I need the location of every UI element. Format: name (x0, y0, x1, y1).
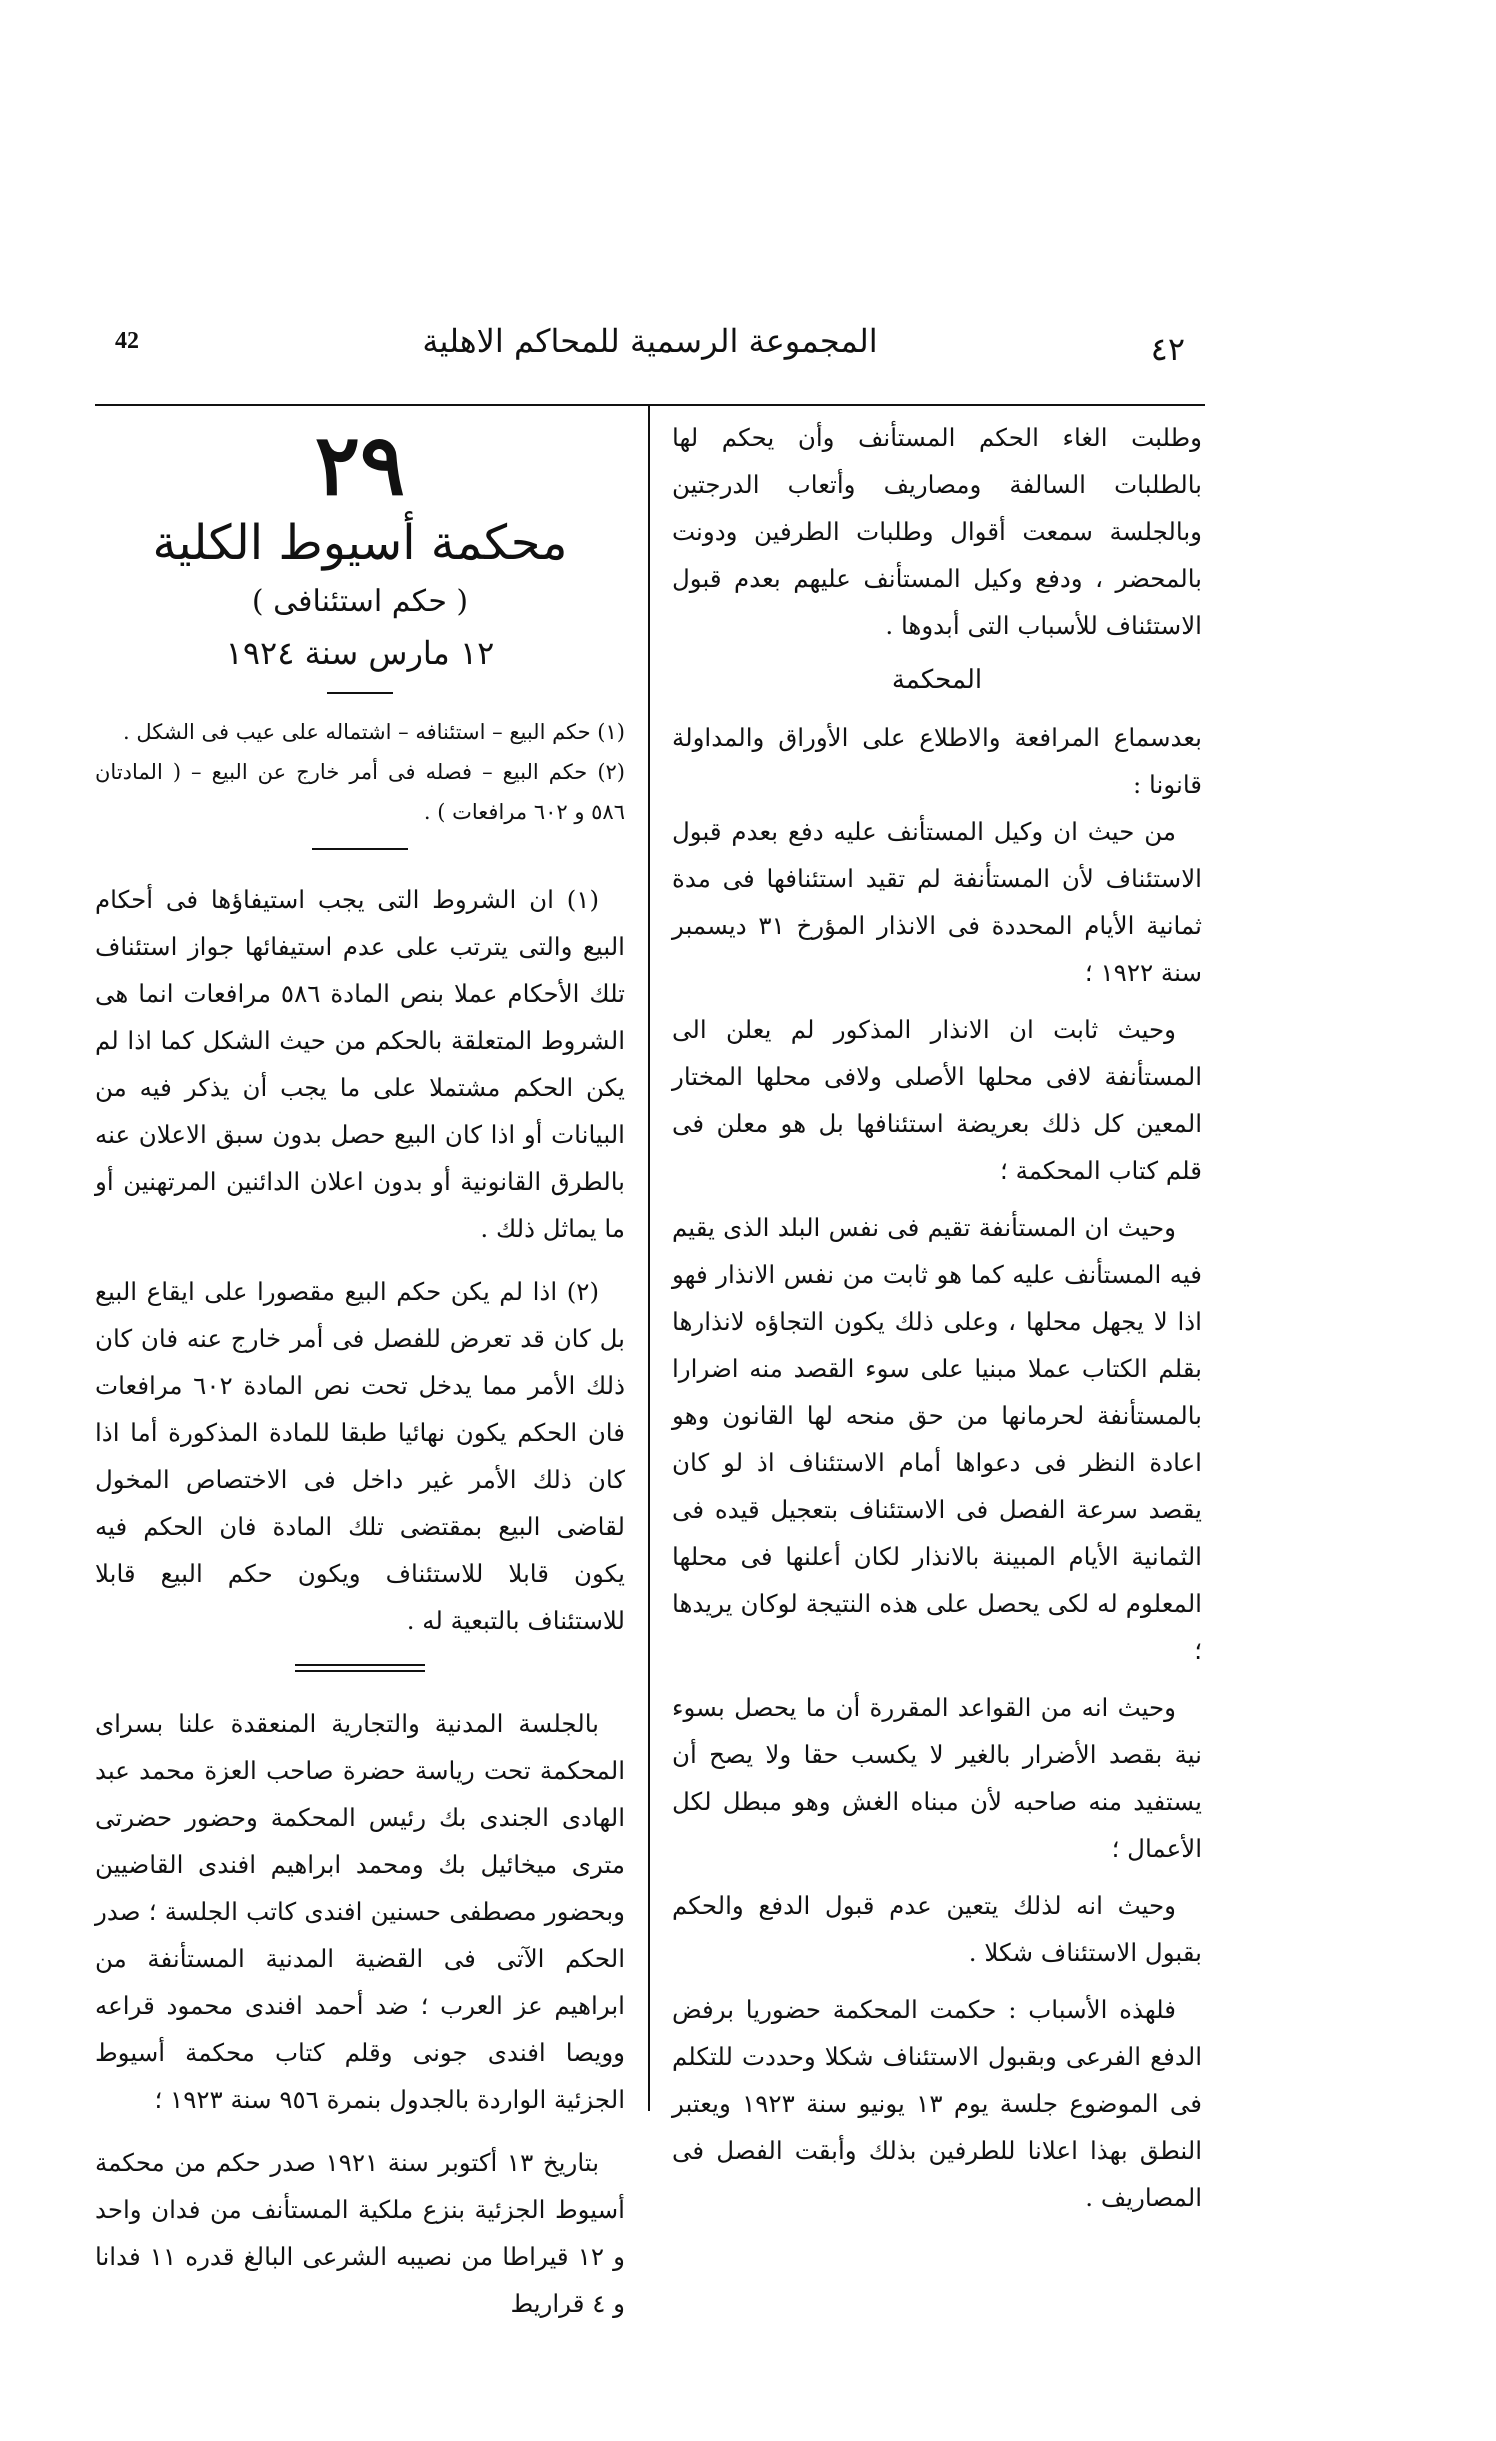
running-title: المجموعة الرسمية للمحاكم الاهلية (422, 322, 878, 360)
facts-paragraph: بتاريخ ١٣ أكتوبر سنة ١٩٢١ صدر حكم من محكمة أسيوط الجزئية بنزع ملكية المستأنف من فدان واحد و ١٢ قيراطا من نصيبه الشرعى البالغ قدره ١١ فدانا و ٤ قراريط (95, 2148, 626, 2318)
intro-paragraph: وطلبت الغاء الحكم المستأنف وأن يحكم لها بالطلبات السالفة ومصاريف وأتعاب الدرجتين وبالجلسة سمعت أقوال وطلبات الطرفين ودونت بالمحضر ، ودفع وكيل المستأنف عليهم بعدم قبول الاستئناف للأسباب التى أبدوها . (672, 423, 1202, 640)
double-divider-rule (295, 1664, 425, 1672)
header-rule (95, 404, 1205, 406)
page-number-latin: 42 (115, 328, 139, 354)
divider-rule (327, 692, 393, 694)
court-heading: المحكمة (891, 665, 983, 695)
principle-paragraph: (١) ان الشروط التى يجب استيفاؤها فى أحكام البيع والتى يترتب على عدم استيفائها جواز استئناف تلك الأحكام عملا بنص المادة ٥٨٦ مرافعات انما هى الشروط المتعلقة بالحكم من حيث الشكل كما اذا لم يكن الحكم مشتملا على ما يجب أن يذكر فيه من البيانات أو اذا كان البيع حصل بدون سبق الاعلان عنه بالطرق القانونية أو بدون اعلان الدائنين المرتهنين أو ما يماثل ذلك . (95, 885, 625, 1243)
body-paragraph: وحيث انه من القواعد المقررة أن ما يحصل بسوء نية بقصد الأضرار بالغير لا يكسب حقا ولا يصح أن يستفيد منه صاحبه لأن مبناه الغش وهو مبطل لكل الأعمال ؛ (672, 1693, 1202, 1863)
body-paragraph: وحيث ثابت ان الانذار المذكور لم يعلن الى المستأنفة لافى محلها الأصلى ولافى محلها المختار المعين كل ذلك بعريضة استئنافها بل هو معلن فى قلم كتاب المحكمة ؛ (672, 1015, 1202, 1185)
verdict-paragraph: فلهذه الأسباب : حكمت المحكمة حضوريا برفض الدفع الفرعى وبقبول الاستئناف شكلا وحددت للتكلم فى الموضوع جلسة يوم ١٣ يونيو سنة ١٩٢٣ ويعتبر النطق بهذا اعلانا للطرفين بذلك وأبقت الفصل فى المصاريف . (672, 1995, 1203, 2212)
summary-item: (٢) حكم البيع – فصله فى أمر خارج عن البيع – ( المادتان ٥٨٦ و ٦٠٢ مرافعات ) . (95, 760, 625, 824)
column-divider (648, 406, 650, 2111)
body-paragraph: وحيث ان المستأنفة تقيم فى نفس البلد الذى يقيم فيه المستأنف عليه كما هو ثابت من نفس الانذار فهو اذا لا يجهل محلها ، وعلى ذلك يكون التجاؤه لانذارها بقلم الكتاب عملا مبنيا على سوء القصد منه اضرارا بالمستأنفة لحرمانها من حق منحه لها القانون وهو اعادة النظر فى دعواها أمام الاستئناف اذ لو كان يقصد سرعة الفصل فى الاستئناف بتعجيل قيده فى الثمانية الأيام المبينة بالانذار لكان أعلنها فى محلها المعلوم له لكى يحصل على هذه النتيجة لوكان يريدها ؛ (672, 1213, 1202, 1665)
divider-rule (312, 848, 408, 850)
left-column (95, 415, 626, 2327)
court-name: محكمة أسيوط الكلية (152, 515, 568, 571)
judgment-type: ( حكم استئنافى ) (251, 584, 469, 619)
case-number: ٢٩ (314, 415, 406, 514)
body-paragraph: من حيث ان وكيل المستأنف عليه دفع بعدم قبول الاستئناف لأن المستأنفة لم تقيد استئنافها فى مدة ثمانية الأيام المحددة فى الانذار المؤرخ ٣١ ديسمبر سنة ١٩٢٢ ؛ (672, 817, 1202, 987)
body-paragraph: وحيث انه لذلك يتعين عدم قبول الدفع والحكم بقبول الاستئناف شكلا . (672, 1891, 1202, 1967)
principle-paragraph: (٢) اذا لم يكن حكم البيع مقصورا على ايقاع البيع بل كان قد تعرض للفصل فى أمر خارج عنه فان كان ذلك الأمر مما يدخل تحت نص المادة ٦٠٢ مرافعات فان الحكم يكون نهائيا طبقا للمادة المذكورة أما اذا كان ذلك الأمر غير داخل فى الاختصاص المخول لقاضى البيع بمقتضى تلك المادة فان الحكم فيه يكون قابلا للاستئناف ويكون حكم البيع قابلا للاستئناف بالتبعية له . (95, 1277, 626, 1635)
running-header (95, 318, 1205, 378)
body-paragraph: بعدسماع المرافعة والاطلاع على الأوراق والمداولة قانونا : (672, 723, 1202, 799)
right-column (672, 414, 1202, 2221)
summary-item: (١) حكم البيع – استئنافه – اشتماله على عيب فى الشكل . (122, 720, 625, 744)
page-number-arabic: ٤٢ (1150, 330, 1185, 368)
session-paragraph: بالجلسة المدنية والتجارية المنعقدة علنا بسراى المحكمة تحت رياسة حضرة صاحب العزة محمد عبد الهادى الجندى بك رئيس المحكمة وحضور حضرتى مترى ميخائيل بك ومحمد ابراهيم افندى القاضيين وبحضور مصطفى حسنين افندى كاتب الجلسة ؛ صدر الحكم الآتى فى القضية المدنية المستأنفة من ابراهيم عز العرب ؛ ضد أحمد افندى محمود قراعه وويصا افندى جونى وقلم كتاب محكمة أسيوط الجزئية الواردة بالجدول بنمرة ٩٥٦ سنة ١٩٢٣ ؛ (95, 1709, 625, 2114)
judgment-date: ١٢ مارس سنة ١٩٢٤ (225, 634, 495, 672)
